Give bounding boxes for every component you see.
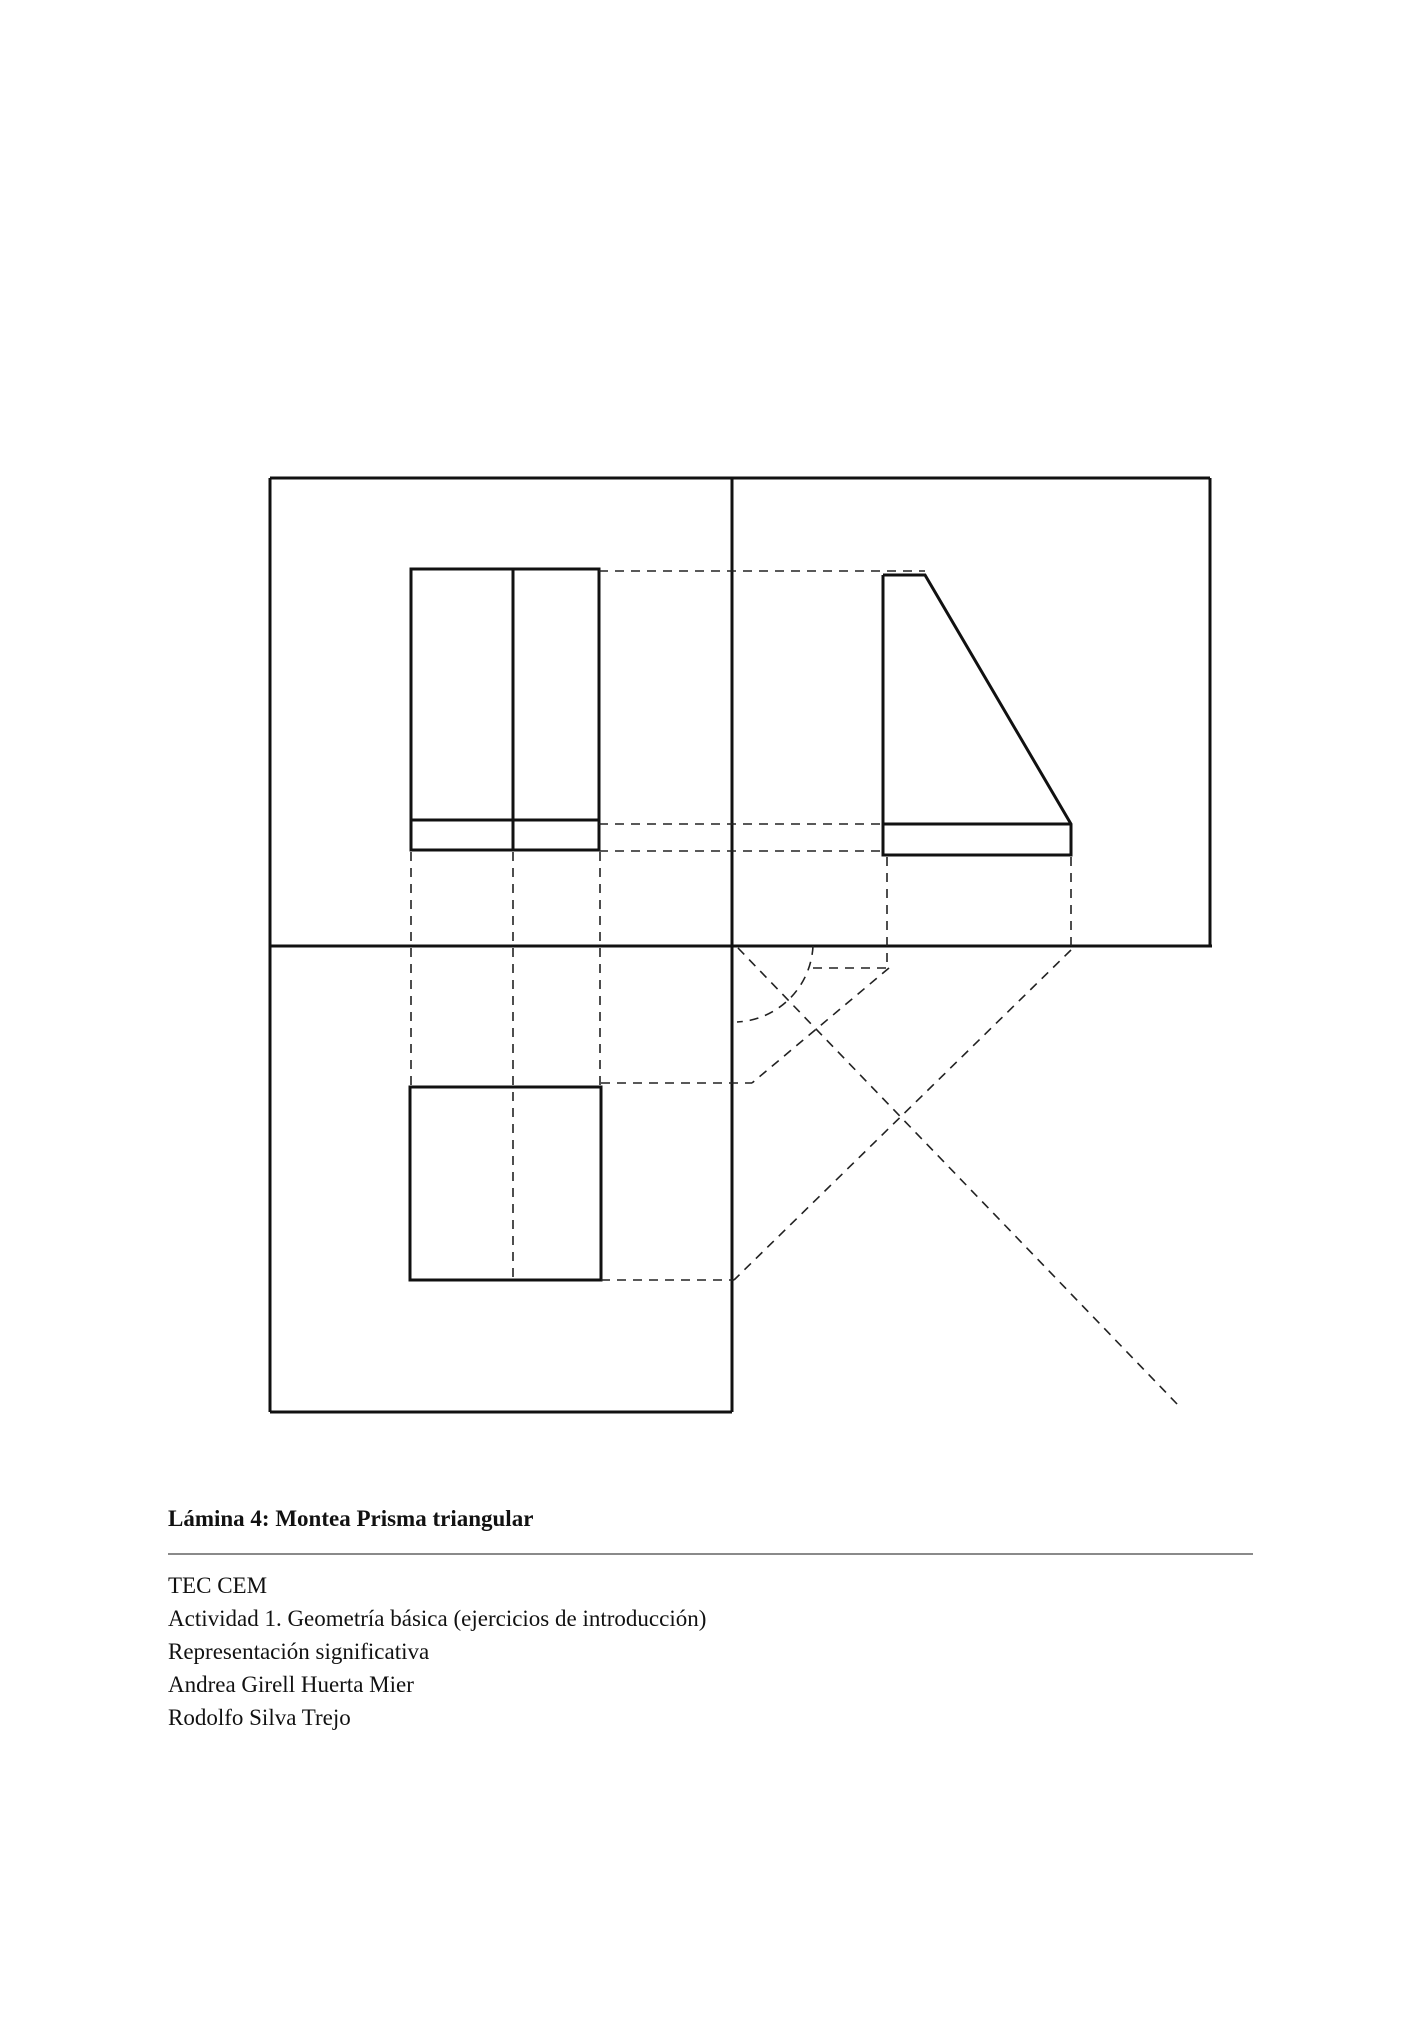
sheet-title: Lámina 4: Montea Prisma triangular xyxy=(168,1506,534,1531)
author-line: Rodolfo Silva Trejo xyxy=(168,1705,351,1730)
top-view xyxy=(410,1087,601,1280)
caption-block xyxy=(168,1505,1258,1734)
side-view xyxy=(883,575,1071,855)
activity-line: Actividad 1. Geometría básica (ejercicios de introducción) xyxy=(168,1606,707,1631)
front-view xyxy=(411,569,599,850)
institution-line: TEC CEM xyxy=(168,1573,268,1598)
author-line: Andrea Girell Huerta Mier xyxy=(168,1672,414,1697)
topic-line: Representación significativa xyxy=(168,1639,430,1664)
divider xyxy=(168,1553,1253,1555)
